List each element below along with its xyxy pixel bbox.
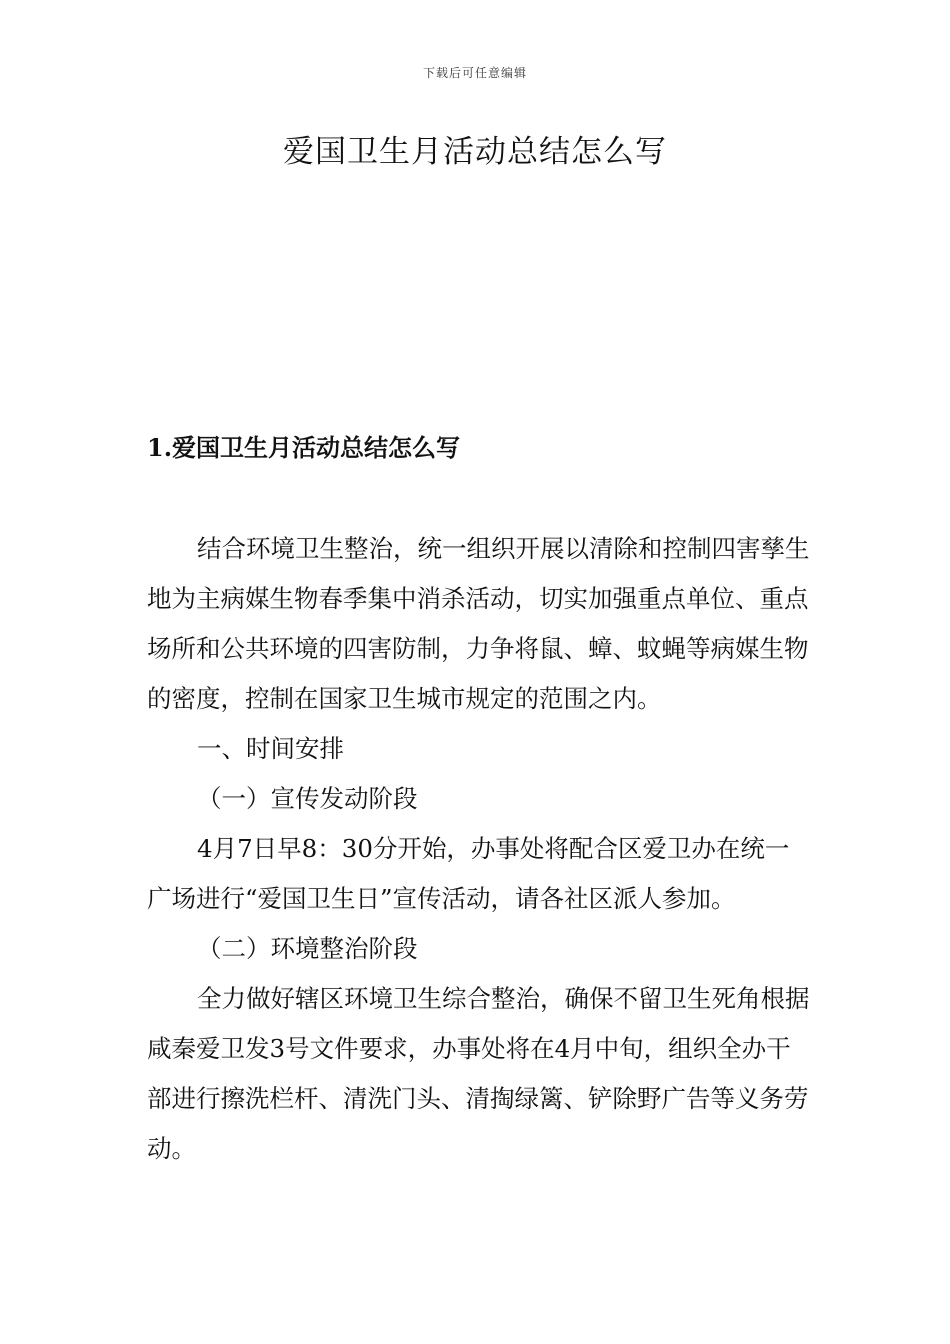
subheading-publicity-stage: （一）宣传发动阶段 <box>197 784 418 813</box>
subheading-schedule: 一、时间安排 <box>197 734 344 763</box>
document-body <box>147 524 812 1174</box>
paragraph-cleanup: 全力做好辖区环境卫生综合整治，确保不留卫生死角根据咸秦爱卫发3号文件要求，办事处将在4月中旬，组织全办干部进行擦洗栏杆、清洗门头、清掏绿篱、铲除野广告等义务劳动。 <box>147 984 810 1163</box>
document-title: 爱国卫生月活动总结怎么写 <box>283 134 667 170</box>
paragraph-intro: 结合环境卫生整治，统一组织开展以清除和控制四害孳生地为主病媒生物春季集中消杀活动，切实加强重点单位、重点场所和公共环境的四害防制，力争将鼠、蟑、蚊蝇等病媒生物的密度，控制在国家卫生城市规定的范围之内。 <box>147 534 810 713</box>
section-heading: 1.爱国卫生月活动总结怎么写 <box>147 433 461 462</box>
paragraph-publicity: 4月7日早8：30分开始，办事处将配合区爱卫办在统一广场进行“爱国卫生日”宣传活动，请各社区派人参加。 <box>147 834 790 913</box>
header-note: 下载后可任意编辑 <box>422 66 527 80</box>
subheading-cleanup-stage: （二）环境整治阶段 <box>197 934 418 963</box>
